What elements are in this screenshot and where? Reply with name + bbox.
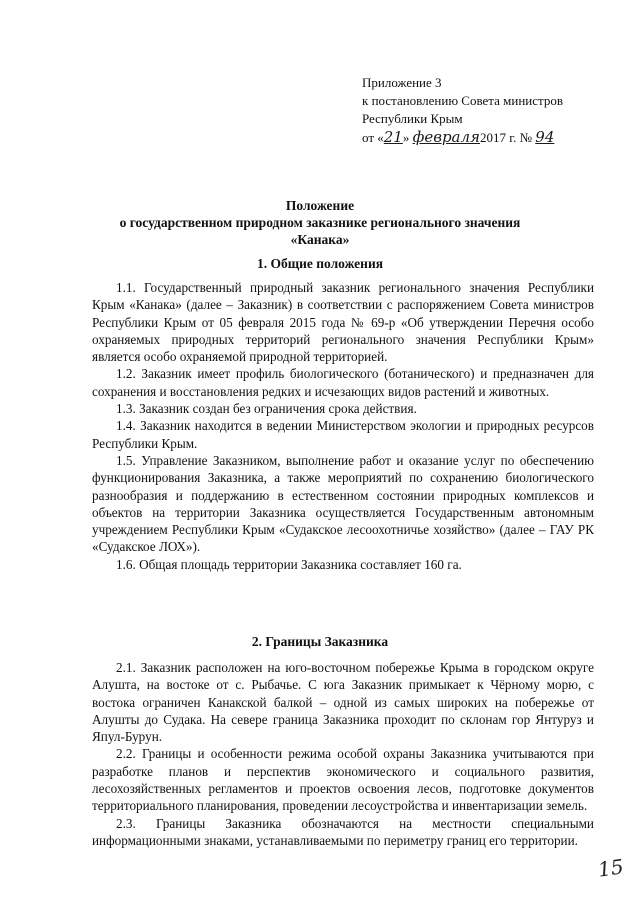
appendix-date-line bbox=[362, 128, 563, 147]
handwritten-number: 94 bbox=[535, 128, 555, 146]
paragraph: 1.1. Государственный природный заказник регионального значения Республики Крым «Канака» (далее – Заказник) в соответствии с распоряжением Совета министров Республики Крым от 05 февраля 2015 года № 69-р «Об утверждении Перечня особо охраняемых природных территорий регионального значения Республики Крым» является особо охраняемой природной территорией. bbox=[92, 280, 594, 365]
title-line: «Канака» bbox=[290, 232, 350, 247]
appendix-block bbox=[362, 74, 563, 147]
appendix-line: Приложение 3 bbox=[362, 75, 442, 90]
date-year: 2017 г. № bbox=[480, 130, 533, 145]
paragraph: 2.2. Границы и особенности режима особой охраны Заказника учитываются при разработке планов и перспектив экономического и социального развития, лесохозяйственных регламентов и проектов освоения лесов, подготовке документов территориального планирования, проведении лесоустройства и инвентаризации земель. bbox=[92, 746, 594, 814]
title-line: о государственном природном заказнике регионального значения bbox=[119, 215, 521, 230]
paragraph: 1.2. Заказник имеет профиль биологического (ботанического) и предназначен для сохранения и восстановления редких и исчезающих видов растений и животных. bbox=[92, 366, 594, 399]
section-heading: 1. Общие положения bbox=[256, 256, 384, 271]
paragraph: 2.3. Границы Заказника обозначаются на местности специальными информационными знаками, устанавливаемыми по периметру границ его территории. bbox=[92, 815, 594, 848]
section-2-body bbox=[92, 659, 594, 849]
paragraph: 1.5. Управление Заказником, выполнение работ и оказание услуг по обеспечению функционирования Заказника, а также мероприятий по сохранению биологического разнообразия и поддержанию в естественном состоянии природных комплексов и объектов на территории Заказника осуществляется Государственным автономным учреждением Республики Крым «Судакское лесоохотничье хозяйство» (далее – ГАУ РК «Судакское ЛОХ»). bbox=[92, 452, 594, 555]
date-prefix: от « bbox=[362, 130, 384, 145]
paragraph: 2.1. Заказник расположен на юго-восточном побережье Крыма в городском округе Алушта, на востоке от с. Рыбачье. С юга Заказник примыкает к Чёрному морю, с востока ограничен Канакской балкой – одной из самых широких на побережье от Алушты до Судака. На севере граница Заказника проходит по склонам гор Янтуруз и Япул-Бурун. bbox=[92, 660, 594, 745]
handwritten-page-number: 15 bbox=[596, 854, 625, 882]
title-line: Положение bbox=[285, 198, 355, 213]
date-mid: » bbox=[402, 130, 410, 145]
section-heading: 2. Границы Заказника bbox=[251, 634, 389, 649]
paragraph: 1.3. Заказник создан без ограничения срока действия. bbox=[116, 401, 417, 417]
handwritten-month: февраля bbox=[412, 128, 480, 146]
paragraph: 1.4. Заказник находится в ведении Министерством экологии и природных ресурсов Республики Крым. bbox=[92, 418, 594, 451]
handwritten-day: 21 bbox=[383, 128, 403, 146]
document-title bbox=[0, 197, 640, 248]
paragraph: 1.6. Общая площадь территории Заказника составляет 160 га. bbox=[116, 556, 462, 572]
section-1-body bbox=[92, 279, 594, 573]
appendix-line: Республики Крым bbox=[362, 111, 463, 126]
appendix-line: к постановлению Совета министров bbox=[362, 93, 563, 108]
